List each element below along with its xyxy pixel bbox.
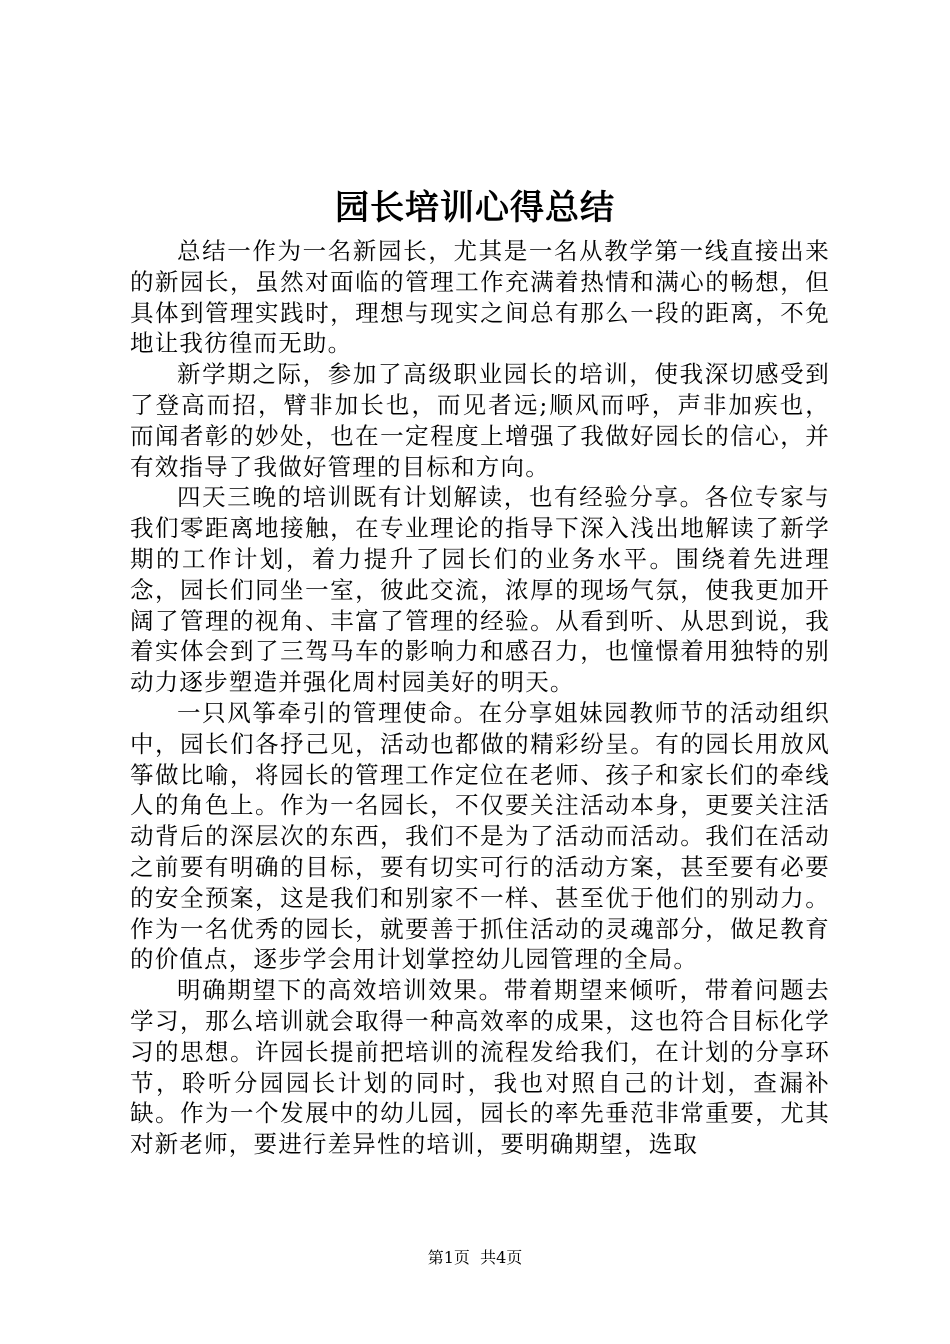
paragraph-4: 一只风筝牵引的管理使命。在分享姐妹园教师节的活动组织中，园长们各抒己见，活动也都做的精彩纷呈。有的园长用放风筝做比喻，将园长的管理工作定位在老师、孩子和家长们的牵线人的角色上。作为一名园长，不仅要关注活动本身，更要关注活动背后的深层次的东西，我们不是为了活动而活动。我们在活动之前要有明确的目标，要有切实可行的活动方案，甚至要有必要的安全预案，这是我们和别家不一样、甚至优于他们的别动力。作为一名优秀的园长，就要善于抓住活动的灵魂部分，做足教育的价值点，逐步学会用计划掌控幼儿园管理的全局。 xyxy=(130,698,830,974)
paragraph-5: 明确期望下的高效培训效果。带着期望来倾听，带着问题去学习，那么培训就会取得一种高效率的成果，这也符合目标化学习的思想。许园长提前把培训的流程发给我们，在计划的分享环节，聆听分园园长计划的同时，我也对照自己的计划，查漏补缺。作为一个发展中的幼儿园，园长的率先垂范非常重要，尤其对新老师，要进行差异性的培训，要明确期望，选取 xyxy=(130,976,830,1159)
page-number: 第1页 xyxy=(427,1248,470,1267)
paragraph-2: 新学期之际，参加了高级职业园长的培训，使我深切感受到了登高而招，臂非加长也，而见者远;顺风而呼，声非加疾也，而闻者彰的妙处，也在一定程度上增强了我做好园长的信心，并有效指导了我做好管理的目标和方向。 xyxy=(130,360,830,481)
paragraph-3: 四天三晚的培训既有计划解读，也有经验分享。各位专家与我们零距离地接触，在专业理论的指导下深入浅出地解读了新学期的工作计划，着力提升了园长们的业务水平。围绕着先进理念，园长们同坐一室，彼此交流，浓厚的现场气氛，使我更加开阔了管理的视角、丰富了管理的经验。从看到听、从思到说，我着实体会到了三驾马车的影响力和感召力，也憧憬着用独特的别动力逐步塑造并强化周村园美好的明天。 xyxy=(130,483,830,697)
page-total: 共4页 xyxy=(480,1248,523,1267)
page-footer xyxy=(0,1247,950,1269)
paragraph-1: 总结一作为一名新园长，尤其是一名从教学第一线直接出来的新园长，虽然对面临的管理工作充满着热情和满心的畅想，但具体到管理实践时，理想与现实之间总有那么一段的距离，不免地让我彷徨而无助。 xyxy=(130,237,830,358)
document-title: 园长培训心得总结 xyxy=(335,188,615,228)
document-body xyxy=(130,236,830,1160)
